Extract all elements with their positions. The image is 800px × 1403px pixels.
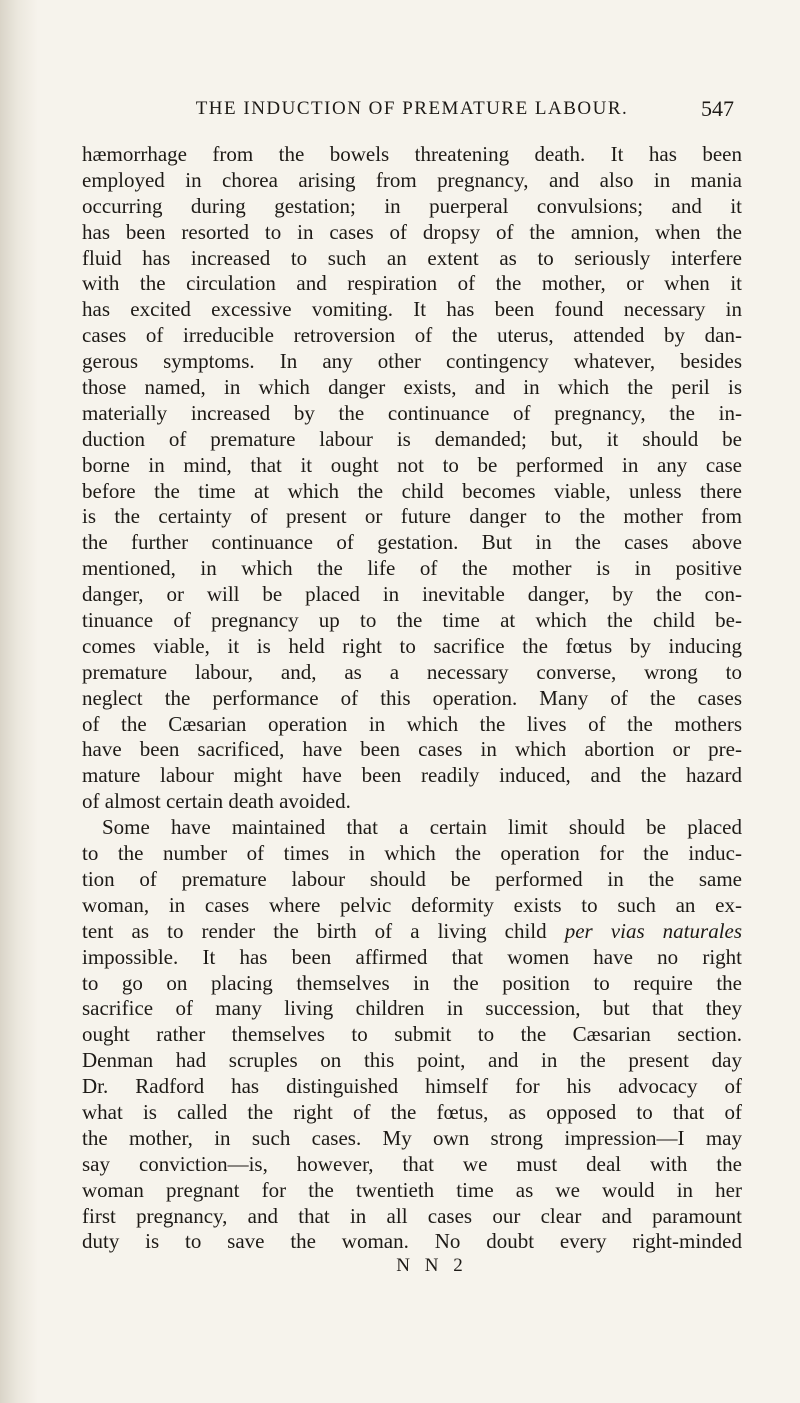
signature-mark: N N 2 (396, 1255, 468, 1277)
text-line: hæmorrhage from the bowels threatening death. It has been (82, 142, 742, 166)
running-head (82, 96, 742, 126)
text-line: have been sacrificed, have been cases in which abortion or pre- (82, 737, 742, 762)
italic-phrase: per vias naturales (564, 918, 742, 943)
text-line: materially increased by the continuance of pregnancy, the in- (82, 400, 742, 425)
text-line: woman pregnant for the twentieth time as we would in her (82, 1177, 742, 1202)
text-line: first pregnancy, and that in all cases our clear and paramount (82, 1203, 742, 1228)
text-line: Denman had scruples on this point, and in the present day (82, 1048, 742, 1073)
text-line-with-italic (82, 919, 742, 945)
text-line: Some have maintained that a certain limit should be placed (102, 815, 742, 840)
text-line: of almost certain death avoided. (82, 789, 351, 814)
text-line: of the Cæsarian operation in which the lives of the mothers (82, 711, 742, 736)
text-line: to the number of times in which the operation for the induc- (82, 841, 742, 866)
text-line: to go on placing themselves in the position to require the (82, 970, 742, 995)
text-line: cases of irreducible retroversion of the uterus, attended by dan- (82, 323, 742, 348)
text-line: sacrifice of many living children in succession, but that they (82, 996, 742, 1021)
page-number: 547 (701, 96, 734, 121)
text-line: woman, in cases where pelvic deformity exists to such an ex- (82, 892, 742, 917)
text-line: borne in mind, that it ought not to be performed in any case (82, 452, 742, 477)
text-line: tion of premature labour should be performed in the same (82, 866, 742, 891)
text-line: impossible. It has been affirmed that women have no right (82, 944, 742, 969)
text-line: the mother, in such cases. My own strong impression—I may (82, 1125, 742, 1150)
text-line: those named, in which danger exists, and in which the peril is (82, 375, 742, 400)
text-line: what is called the right of the fœtus, as opposed to that of (82, 1099, 742, 1124)
text-line: fluid has increased to such an extent as to seriously interfere (82, 245, 742, 270)
page-edge-shadow (0, 0, 38, 1403)
text-line: duction of premature labour is demanded; but, it should be (82, 426, 742, 451)
text-line: has been resorted to in cases of dropsy of the amnion, when the (82, 219, 742, 244)
running-head-title: THE INDUCTION OF PREMATURE LABOUR. (195, 98, 629, 119)
text-line: is the certainty of present or future danger to the mother from (82, 504, 742, 529)
text-line: neglect the performance of this operation. Many of the cases (82, 685, 742, 710)
text-line: ought rather themselves to submit to the Cæsarian section. (82, 1022, 742, 1047)
text-line: comes viable, it is held right to sacrifice the fœtus by inducing (82, 633, 742, 658)
text-line: duty is to save the woman. No doubt every right-minded (82, 1229, 742, 1254)
text-line: tinuance of pregnancy up to the time at which the child be- (82, 608, 742, 633)
text-line: before the time at which the child becomes viable, unless there (82, 478, 742, 503)
text-line: say conviction—is, however, that we must deal with the (82, 1151, 742, 1176)
text-line: premature labour, and, as a necessary converse, wrong to (82, 659, 742, 684)
body-text (82, 142, 742, 1255)
text-line: gerous symptoms. In any other contingency whatever, besides (82, 349, 742, 374)
book-page (82, 96, 742, 1277)
text-segment: tent as to render the birth of a living child (82, 918, 547, 943)
text-line: has excited excessive vomiting. It has been found necessary in (82, 297, 742, 322)
text-line: danger, or will be placed in inevitable danger, by the con- (82, 582, 742, 607)
text-line: the further continuance of gestation. But in the cases above (82, 530, 742, 555)
text-line: employed in chorea arising from pregnancy, and also in mania (82, 167, 742, 192)
text-line: mentioned, in which the life of the mother is in positive (82, 556, 742, 581)
text-line: occurring during gestation; in puerperal convulsions; and it (82, 193, 742, 218)
text-line: with the circulation and respiration of the mother, or when it (82, 271, 742, 296)
text-line: Dr. Radford has distinguished himself for his advocacy of (82, 1074, 742, 1099)
text-line: mature labour might have been readily induced, and the hazard (82, 763, 742, 788)
